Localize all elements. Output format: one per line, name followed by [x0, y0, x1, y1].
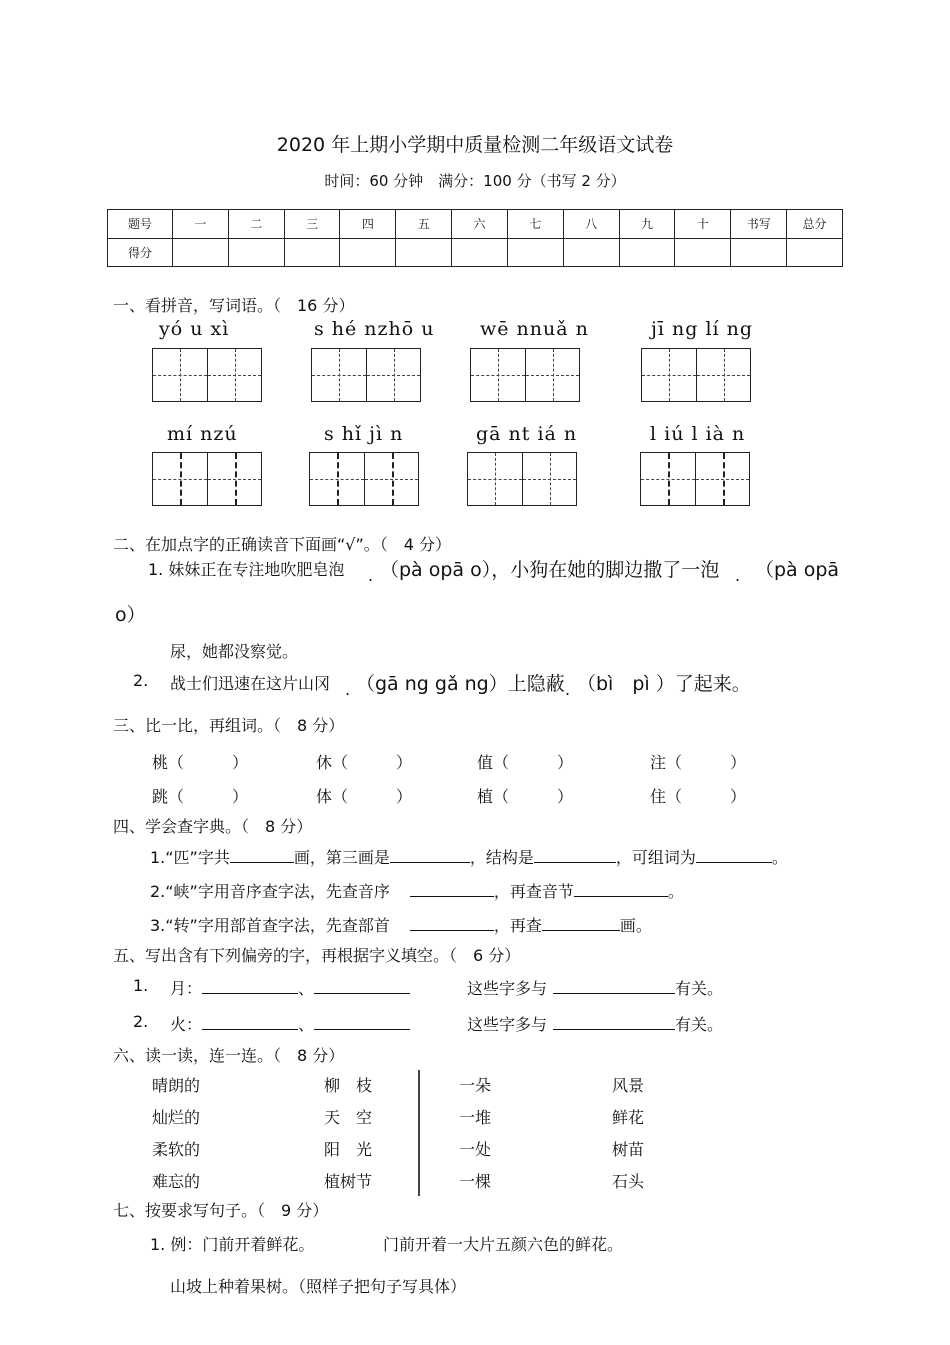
pinyin-label: s hǐ jì n [324, 423, 404, 445]
separator: 、 [298, 979, 315, 998]
answer-blank[interactable] [314, 977, 410, 994]
answer-blank[interactable] [542, 914, 620, 931]
score-header-cell: 一 [173, 210, 229, 239]
writing-grid[interactable] [152, 348, 262, 402]
section-6-heading: 六、读一读，连一连。（ 8 分） [113, 1046, 345, 1065]
q4-1-text: 1.“匹”字共 [150, 848, 230, 867]
pinyin-label: l iú l ià n [650, 423, 746, 445]
q4-1-text: 画，第三画是 [293, 848, 390, 867]
score-cell[interactable] [787, 238, 843, 267]
score-header-cell: 六 [452, 210, 508, 239]
emphasis-dot: . [565, 680, 571, 699]
answer-blank[interactable] [696, 846, 772, 863]
score-header-cell: 五 [396, 210, 452, 239]
question-5-2 [170, 1012, 410, 1035]
radical-label: 月： [170, 979, 203, 998]
pinyin-label: gā nt iá n [476, 423, 578, 445]
answer-blank[interactable] [553, 1013, 675, 1030]
match-word[interactable]: 阳 光 [324, 1140, 373, 1159]
answer-blank[interactable] [553, 977, 675, 994]
question-number: 2. [133, 671, 149, 690]
q4-3-text: 3.“转”字用部首查字法，先查部首 [150, 916, 390, 935]
writing-grid[interactable] [467, 452, 577, 506]
q4-1-text: ，可组词为 [615, 848, 696, 867]
compare-item: 注（ ） [650, 753, 747, 772]
page-title: 2020 年上期小学期中质量检测二年级语文试卷 [276, 134, 674, 156]
question-7-1-prompt: 山坡上种着果树。（照样子把句子写具体） [170, 1277, 467, 1296]
answer-blank[interactable] [390, 846, 470, 863]
score-header-cell: 十 [675, 210, 731, 239]
compare-item: 植（ ） [477, 787, 574, 806]
question-4-2 [150, 879, 684, 902]
score-cell[interactable] [452, 238, 508, 267]
match-word[interactable]: 难忘的 [152, 1172, 201, 1191]
compare-item: 住（ ） [650, 787, 747, 806]
q4-3-text: 画。 [619, 916, 652, 935]
emphasis-dot: . [345, 680, 351, 699]
match-word[interactable]: 晴朗的 [152, 1076, 201, 1095]
q4-2-text: ，再查音节 [493, 882, 574, 901]
answer-blank[interactable] [410, 880, 494, 897]
score-table [107, 209, 843, 267]
score-cell[interactable] [563, 238, 619, 267]
pinyin-label: yó u xì [159, 318, 230, 340]
score-cell[interactable] [228, 238, 284, 267]
emphasis-dot: . [735, 566, 741, 585]
question-2-1-part-d: o） [115, 604, 146, 626]
match-word[interactable]: 天 空 [324, 1108, 373, 1127]
compare-item: 桃（ ） [152, 753, 249, 772]
q4-3-text: ，再查 [493, 916, 542, 935]
q4-1-text: ，结构是 [469, 848, 534, 867]
question-2-1-part-a: 1. 妹妹正在专注地吹肥皂泡 [148, 560, 345, 579]
score-header-cell: 书写 [731, 210, 787, 239]
match-word[interactable]: 柳 枝 [324, 1076, 373, 1095]
q4-2-text: 。 [667, 882, 684, 901]
match-word[interactable]: 一处 [459, 1140, 492, 1159]
writing-grid[interactable] [152, 452, 262, 506]
score-cell[interactable] [396, 238, 452, 267]
compare-item: 休（ ） [316, 753, 413, 772]
match-word[interactable]: 一堆 [459, 1108, 492, 1127]
answer-blank[interactable] [534, 846, 616, 863]
writing-grid[interactable] [641, 348, 751, 402]
score-header-cell: 总分 [787, 210, 843, 239]
question-4-1 [150, 845, 788, 868]
separator: 、 [298, 1015, 315, 1034]
compare-item: 跳（ ） [152, 787, 249, 806]
score-cell[interactable] [173, 238, 229, 267]
q4-1-text: 。 [771, 848, 788, 867]
writing-grid[interactable] [640, 452, 750, 506]
score-header-cell: 题号 [108, 210, 173, 239]
match-word[interactable]: 一棵 [459, 1172, 492, 1191]
question-2-2-part-a: 战士们迅速在这片山冈 [170, 674, 331, 693]
question-5-1 [170, 976, 410, 999]
question-5-2-tail [467, 1012, 723, 1035]
question-5-1-tail [467, 976, 723, 999]
match-word[interactable]: 灿烂的 [152, 1108, 201, 1127]
column-divider [418, 1070, 420, 1196]
question-2-1-part-c: （pà opā [755, 559, 840, 581]
question-2-2-part-c: （bì pì ）了起来。 [577, 673, 751, 695]
answer-blank[interactable] [410, 914, 494, 931]
question-4-3 [150, 913, 652, 936]
answer-blank[interactable] [574, 880, 668, 897]
q4-2-text: 2.“峡”字用音序查字法，先查音序 [150, 882, 390, 901]
writing-grid[interactable] [309, 452, 419, 506]
score-row-label: 得分 [108, 238, 173, 267]
section-4-heading: 四、学会查字典。（ 8 分） [113, 817, 313, 836]
question-number: 1. [133, 976, 149, 995]
question-2-2-part-b: （gā ng gǎ ng）上隐蔽 [356, 673, 565, 695]
score-header-cell: 四 [340, 210, 396, 239]
q5-text: 这些字多与 [467, 979, 548, 998]
pinyin-label: s hé nzhō u [314, 318, 435, 340]
answer-blank[interactable] [202, 977, 298, 994]
writing-grid[interactable] [470, 348, 580, 402]
section-2-heading: 二、在加点字的正确读音下面画“√”。（ 4 分） [113, 535, 452, 554]
score-header-cell: 二 [228, 210, 284, 239]
score-header-cell: 八 [563, 210, 619, 239]
question-2-1-part-b: （pà opā o），小狗在她的脚边撒了一泡 [380, 559, 720, 581]
section-5-heading: 五、写出含有下列偏旁的字，再根据字义填空。（ 6 分） [113, 946, 521, 965]
answer-blank[interactable] [230, 846, 294, 863]
example-sentence: 1. 例：门前开着鲜花。 [150, 1235, 315, 1254]
score-cell[interactable] [340, 238, 396, 267]
q5-text: 有关。 [675, 1015, 724, 1034]
score-table-header-row [108, 210, 843, 239]
compare-item: 体（ ） [316, 787, 413, 806]
answer-blank[interactable] [314, 1013, 410, 1030]
radical-label: 火： [170, 1015, 203, 1034]
pinyin-label: wē nnuǎ n [480, 318, 589, 340]
pinyin-label: mí nzú [167, 423, 238, 445]
score-header-cell: 三 [284, 210, 340, 239]
writing-grid[interactable] [311, 348, 421, 402]
match-word[interactable]: 植树节 [324, 1172, 373, 1191]
score-header-cell: 九 [619, 210, 675, 239]
score-cell[interactable] [731, 238, 787, 267]
pinyin-label: jī ng lí ng [651, 318, 754, 340]
emphasis-dot: . [368, 566, 374, 585]
q5-text: 有关。 [675, 979, 724, 998]
match-word[interactable]: 柔软的 [152, 1140, 201, 1159]
q5-text: 这些字多与 [467, 1015, 548, 1034]
match-word[interactable]: 树苗 [612, 1140, 645, 1159]
score-cell[interactable] [507, 238, 563, 267]
score-cell[interactable] [675, 238, 731, 267]
example-answer: 门前开着一大片五颜六色的鲜花。 [383, 1235, 624, 1254]
match-word[interactable]: 风景 [612, 1076, 645, 1095]
exam-info: 时间：60 分钟 满分：100 分（书写 2 分） [324, 172, 626, 190]
section-1-heading: 一、看拼音，写词语。（ 16 分） [113, 296, 355, 315]
question-2-1-part-e: 尿，她都没察觉。 [170, 642, 299, 661]
match-word[interactable]: 石头 [612, 1172, 645, 1191]
score-header-cell: 七 [507, 210, 563, 239]
question-number: 2. [133, 1012, 149, 1031]
section-3-heading: 三、比一比，再组词。（ 8 分） [113, 716, 345, 735]
section-7-heading: 七、按要求写句子。（ 9 分） [113, 1201, 329, 1220]
answer-blank[interactable] [202, 1013, 298, 1030]
score-table-score-row [108, 238, 843, 267]
compare-item: 值（ ） [477, 753, 574, 772]
match-word[interactable]: 鲜花 [612, 1108, 645, 1127]
match-word[interactable]: 一朵 [459, 1076, 492, 1095]
score-cell[interactable] [284, 238, 340, 267]
score-cell[interactable] [619, 238, 675, 267]
